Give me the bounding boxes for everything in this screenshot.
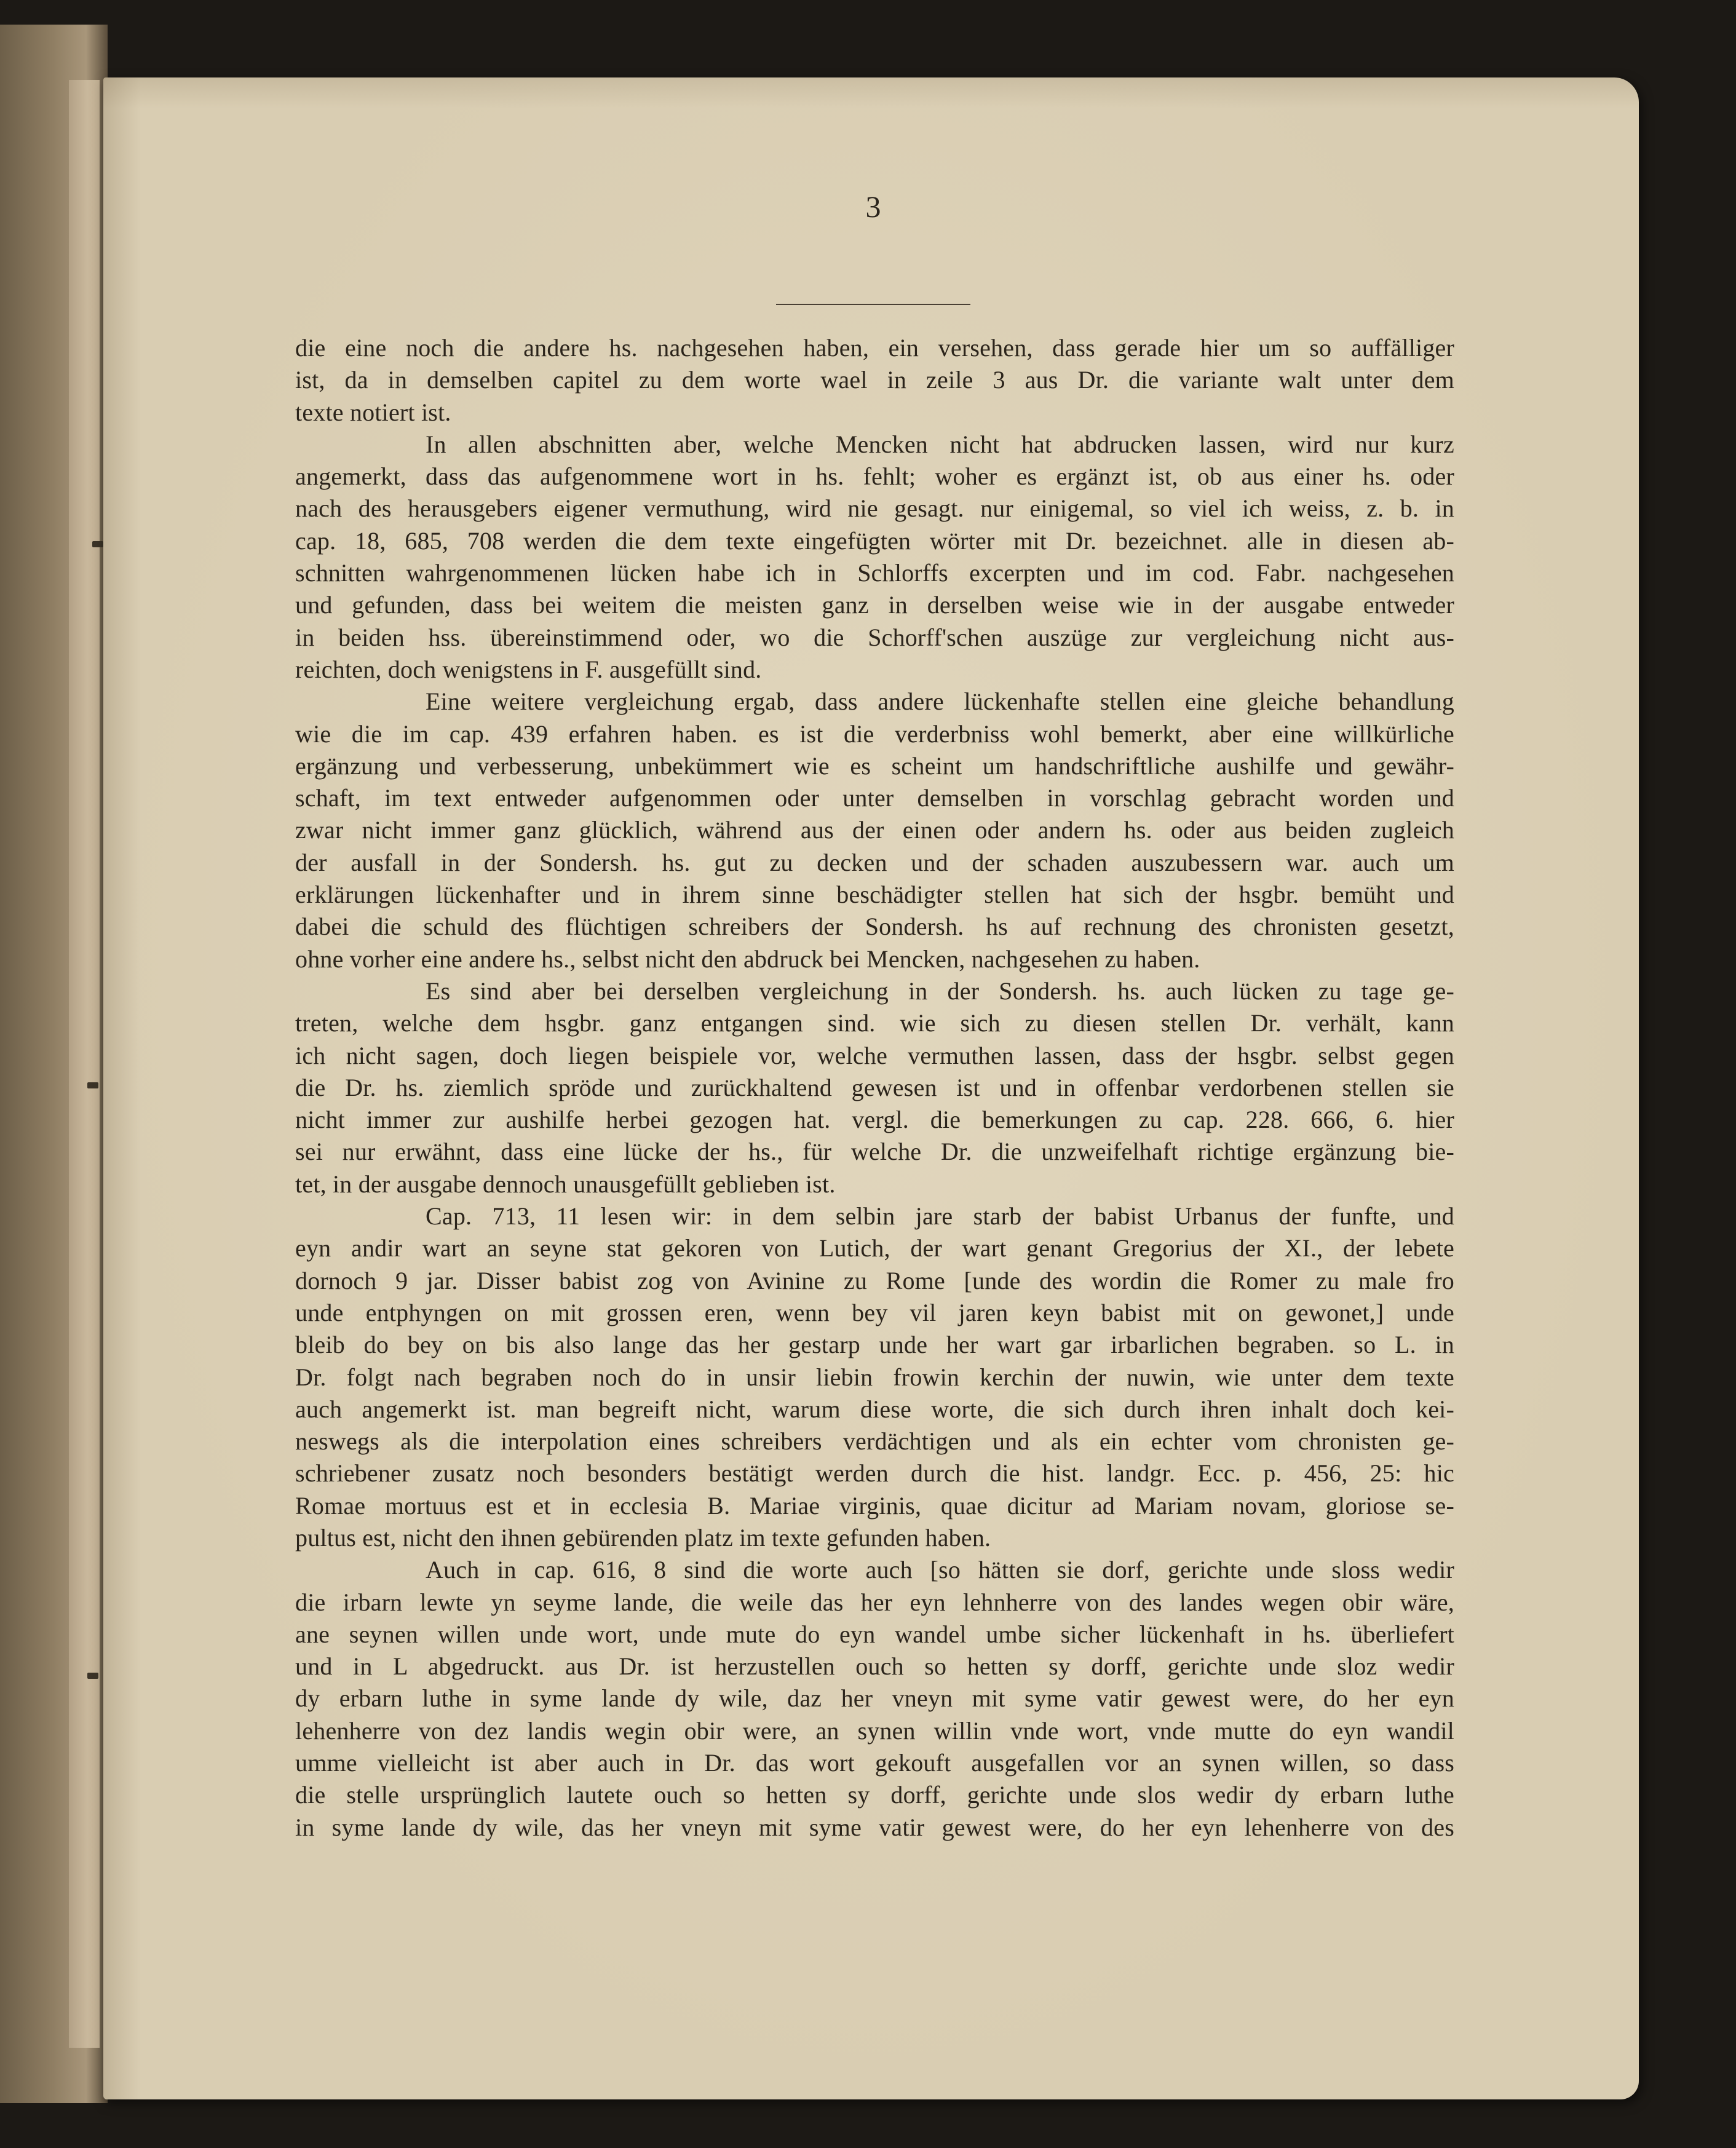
text-line: In allen abschnitten aber, welche Mencken nicht hat abdrucken lassen, wird nur kurz: [426, 430, 1454, 458]
text-line: ich nicht sagen, doch liegen beispiele vor, welche vermuthen lassen, dass der hsgbr. selbst gegen: [295, 1041, 1454, 1069]
text-line: lehenherre von dez landis wegin obir were, an synen willin vnde wort, vnde mutte do eyn wandil: [295, 1716, 1454, 1745]
text-line: nicht immer zur aushilfe herbei gezogen hat. vergl. die bemerkungen zu cap. 228. 666, 6. hier: [295, 1106, 1454, 1134]
text-line: der ausfall in der Sondersh. hs. gut zu decken und der schaden auszubessern war. auch um: [295, 848, 1454, 876]
text-line: Dr. folgt nach begraben noch do in unsir liebin frowin kerchin der nuwin, wie unter dem texte: [295, 1363, 1454, 1391]
text-line: schaft, im text entweder aufgenommen oder unter demselben in vorschlag gebracht worden und: [295, 784, 1454, 812]
text-line: ist, da in demselben capitel zu dem worte wael in zeile 3 aus Dr. die variante walt unter dem: [295, 366, 1454, 394]
text-line: bleib do bey on bis also lange das her gestarp unde her wart gar irbarlichen begraben. so L. in: [295, 1331, 1454, 1359]
text-line: pultus est, nicht den ihnen gebürenden platz im texte gefunden haben.: [295, 1523, 991, 1552]
text-line: schnitten wahrgenommenen lücken habe ich in Schlorffs excerpten und im cod. Fabr. nachgesehen: [295, 559, 1454, 587]
text-line: tet, in der ausgabe dennoch unausgefüllt geblieben ist.: [295, 1170, 836, 1198]
left-page-edge: [0, 25, 108, 2103]
text-line: angemerkt, dass das aufgenommene wort in hs. fehlt; woher es ergänzt ist, ob aus einer hs. oder: [295, 462, 1454, 491]
text-line: die Dr. hs. ziemlich spröde und zurückhaltend gewesen ist und in offenbar verdorbenen stellen sie: [295, 1073, 1454, 1101]
text-line: Eine weitere vergleichung ergab, dass andere lückenhafte stellen eine gleiche behandlung: [426, 688, 1454, 716]
text-line: neswegs als die interpolation eines schreibers verdächtigen und als ein echter vom chronisten ge-: [295, 1427, 1454, 1456]
text-line: sei nur erwähnt, dass eine lücke der hs., für welche Dr. die unzweifelhaft richtige ergänzung bie-: [295, 1138, 1454, 1166]
text-line: zwar nicht immer ganz glücklich, während aus der einen oder andern hs. oder aus beiden zugleich: [295, 816, 1454, 844]
text-line: reichten, doch wenigstens in F. ausgefüllt sind.: [295, 655, 762, 683]
text-line: Auch in cap. 616, 8 sind die worte auch [so hätten sie dorf, gerichte unde sloss wedir: [426, 1556, 1454, 1584]
text-line: wie die im cap. 439 erfahren haben. es ist die verderbniss wohl bemerkt, aber eine willkürliche: [295, 719, 1454, 748]
text-line: erklärungen lückenhafter und in ihrem sinne beschädigter stellen hat sich der hsgbr. bemüht und: [295, 881, 1454, 909]
text-line: und in L abgedruckt. aus Dr. ist herzustellen ouch so hetten sy dorff, gerichte unde sloz wedir: [295, 1652, 1454, 1681]
text-line: die eine noch die andere hs. nachgesehen haben, ein versehen, dass gerade hier um so auffälliger: [295, 334, 1454, 362]
text-line: in beiden hss. übereinstimmend oder, wo die Schorff'schen auszüge zur vergleichung nicht aus-: [295, 623, 1454, 651]
text-line: auch angemerkt ist. man begreift nicht, warum diese worte, die sich durch ihren inhalt doch kei-: [295, 1395, 1454, 1423]
binding-mark: [92, 541, 103, 547]
text-line: die irbarn lewte yn seyme lande, die weile das her eyn lehnherre von des landes wegen obir wäre,: [295, 1588, 1454, 1616]
text-line: ohne vorher eine andere hs., selbst nicht den abdruck bei Mencken, nachgesehen zu haben.: [295, 945, 1200, 973]
text-line: unde entphyngen on mit grossen eren, wenn bey vil jaren keyn babist mit on gewonet,] unde: [295, 1298, 1454, 1326]
text-line: die stelle ursprünglich lautete ouch so hetten sy dorff, gerichte unde slos wedir dy erbarn luthe: [295, 1781, 1454, 1809]
text-line: dornoch 9 jar. Disser babist zog von Avinine zu Rome [unde des wordin die Romer zu male fro: [295, 1266, 1454, 1294]
left-page-margin: [69, 80, 100, 2048]
text-line: dy erbarn luthe in syme lande dy wile, daz her vneyn mit syme vatir gewest were, do her eyn: [295, 1684, 1454, 1713]
text-line: in syme lande dy wile, das her vneyn mit syme vatir gewest were, do her eyn lehenherre von des: [295, 1813, 1454, 1841]
binding-mark: [87, 1082, 98, 1088]
text-line: Romae mortuus est et in ecclesia B. Mariae virginis, quae dicitur ad Mariam novam, gloriose se-: [295, 1491, 1454, 1520]
page-number-rule: [776, 304, 970, 305]
page-number: 3: [865, 189, 881, 224]
binding-mark: [87, 1673, 98, 1679]
text-line: dabei die schuld des flüchtigen schreibers der Sondersh. hs auf rechnung des chronisten gesetzt,: [295, 913, 1454, 941]
text-line: schriebener zusatz noch besonders bestätigt werden durch die hist. landgr. Ecc. p. 456, 25: hic: [295, 1459, 1454, 1488]
text-line: Es sind aber bei derselben vergleichung in der Sondersh. hs. auch lücken zu tage ge-: [426, 977, 1454, 1005]
text-line: cap. 18, 685, 708 werden die dem texte eingefügten wörter mit Dr. bezeichnet. alle in diesen ab-: [295, 526, 1454, 555]
text-line: umme vielleicht ist aber auch in Dr. das wort gekouft ausgefallen vor an synen willen, so dass: [295, 1749, 1454, 1777]
text-line: ane seynen willen unde wort, unde mute do eyn wandel umbe sicher lückenhaft in hs. überliefert: [295, 1620, 1454, 1648]
body-text: [295, 332, 1454, 1844]
text-line: nach des herausgebers eigener vermuthung, wird nie gesagt. nur einigemal, so viel ich weiss, z. b. in: [295, 494, 1454, 523]
text-line: Cap. 713, 11 lesen wir: in dem selbin jare starb der babist Urbanus der funfte, und: [426, 1202, 1454, 1231]
text-line: treten, welche dem hsgbr. ganz entgangen sind. wie sich zu diesen stellen Dr. verhält, kann: [295, 1009, 1454, 1037]
text-line: eyn andir wart an seyne stat gekoren von Lutich, der wart genant Gregorius der XI., der lebete: [295, 1234, 1454, 1262]
text-line: ergänzung und verbesserung, unbekümmert wie es scheint um handschriftliche aushilfe und gewähr-: [295, 751, 1454, 780]
text-line: texte notiert ist.: [295, 398, 451, 426]
text-line: und gefunden, dass bei weitem die meisten ganz in derselben weise wie in der ausgabe entweder: [295, 591, 1454, 619]
